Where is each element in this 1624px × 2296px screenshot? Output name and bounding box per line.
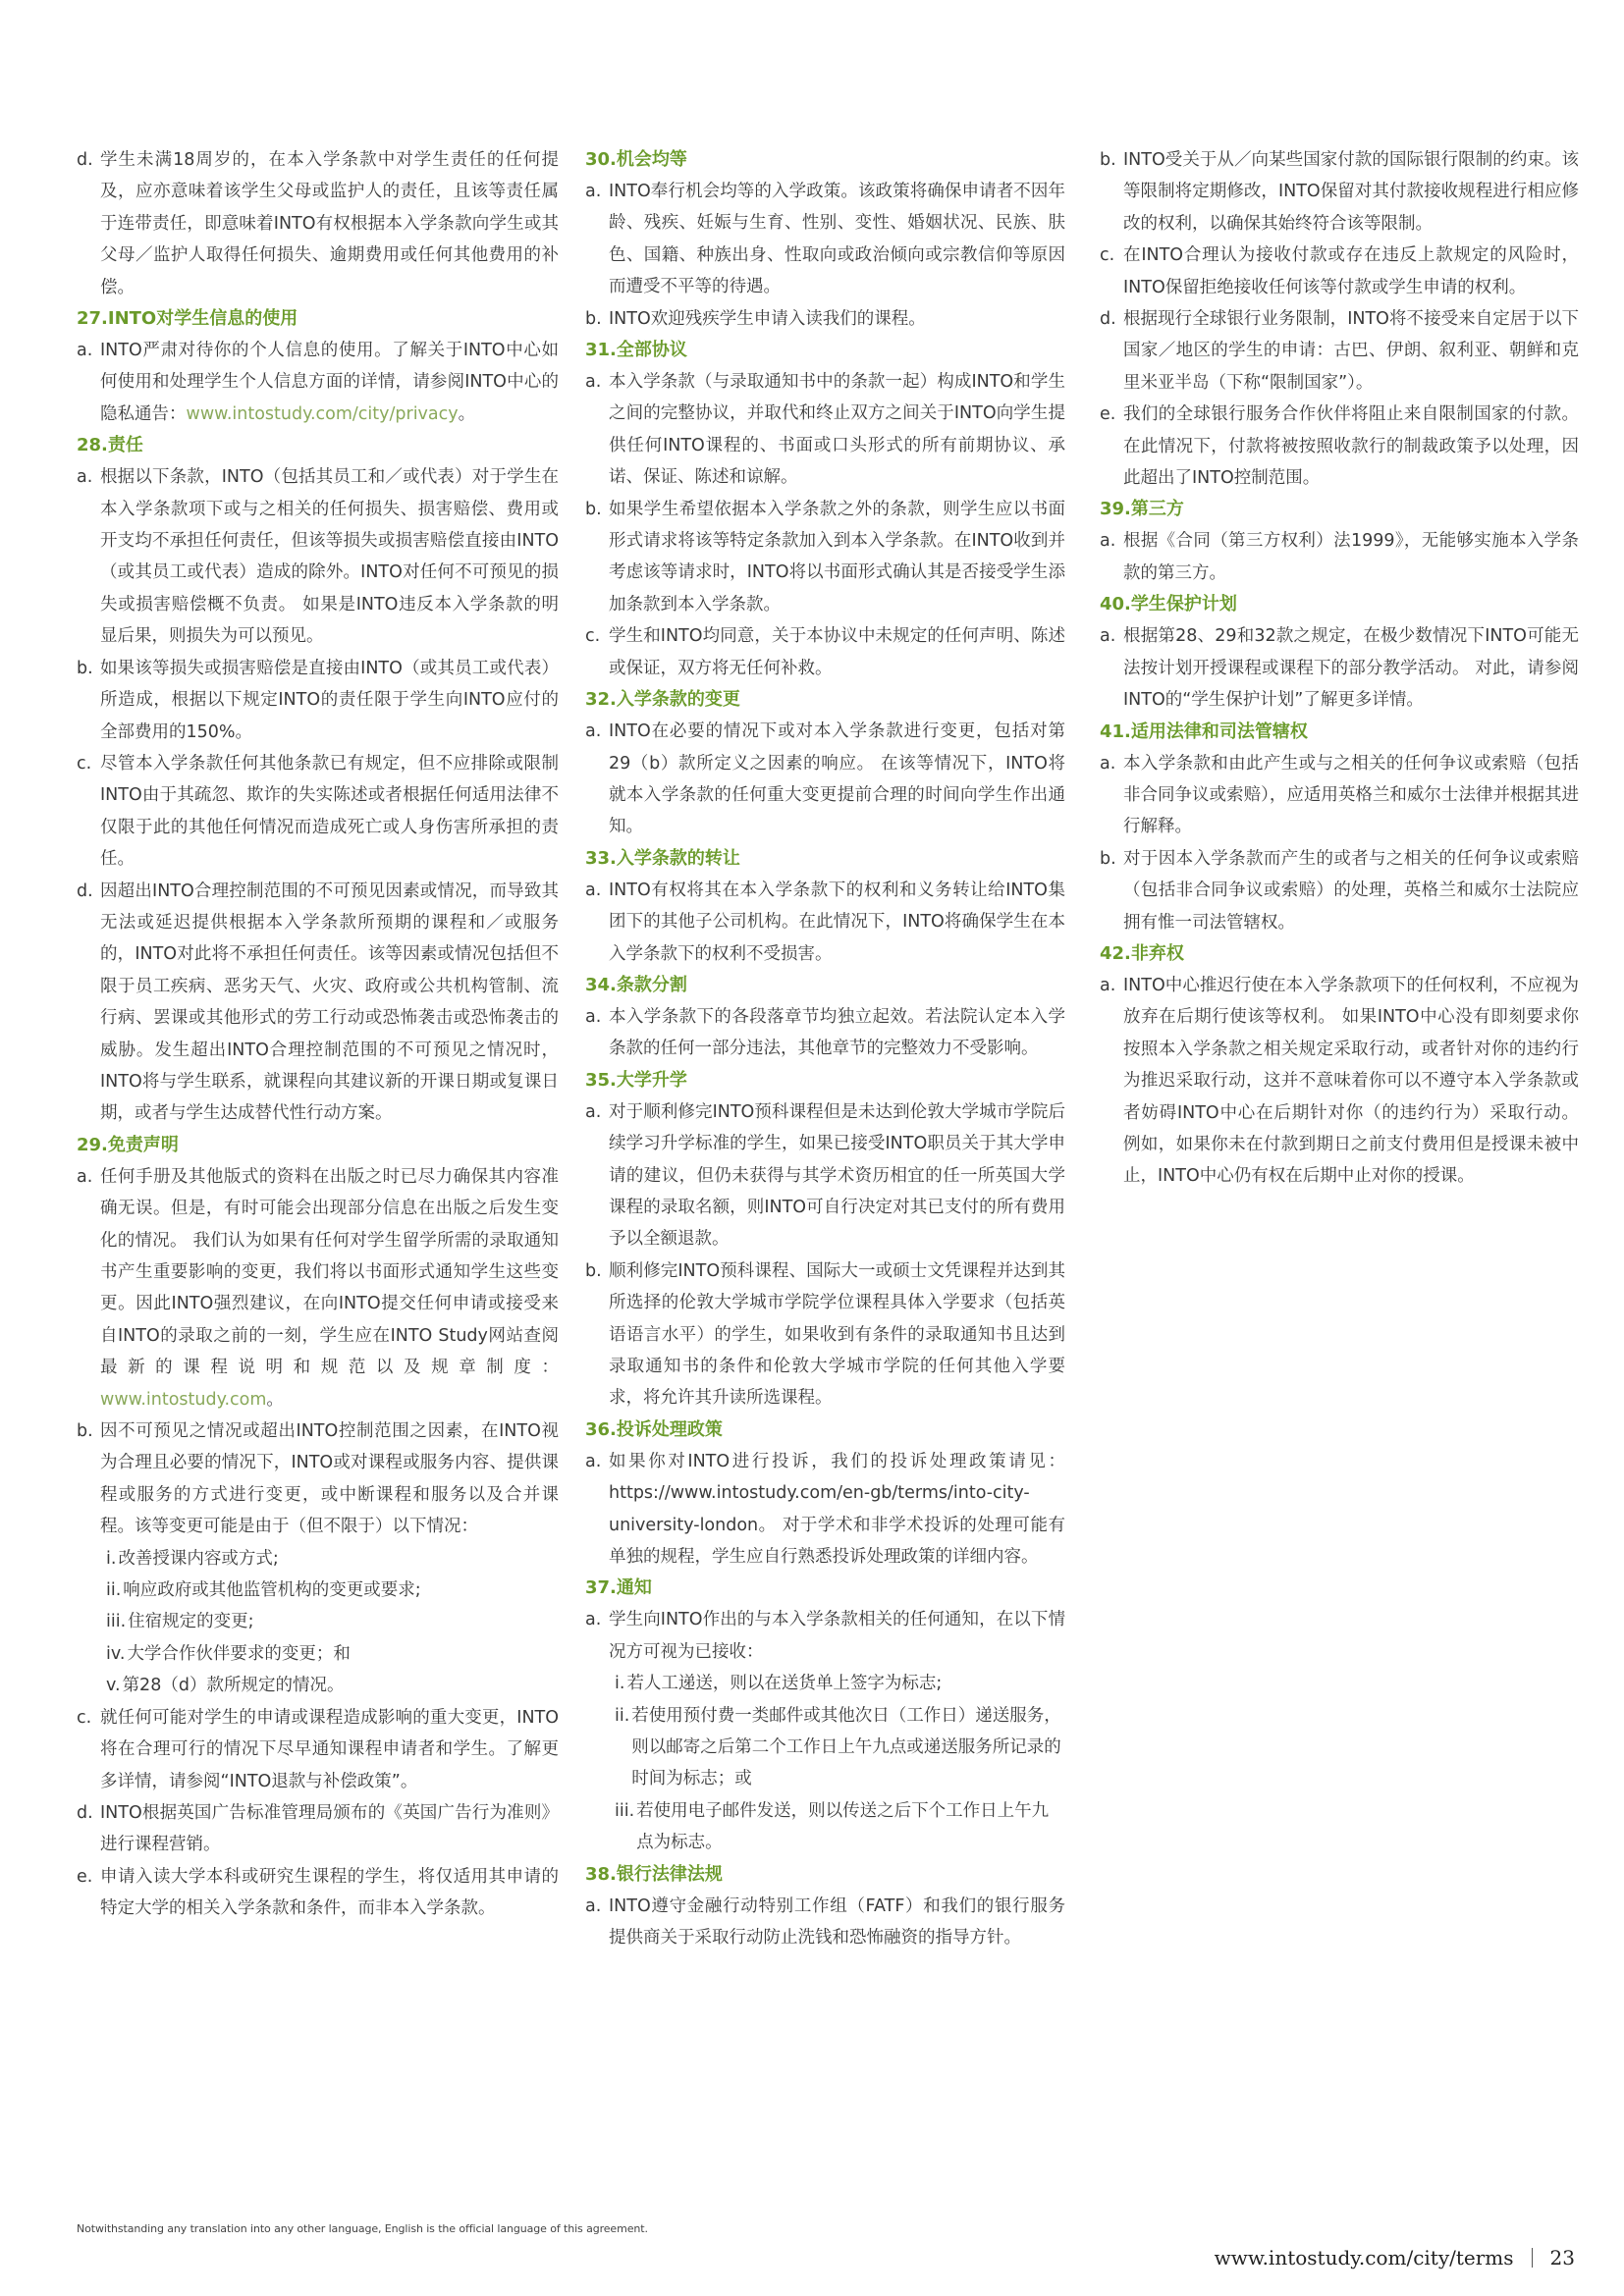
item-label: a. [585, 1610, 602, 1630]
item-text [100, 1161, 559, 1415]
clause-40a [1100, 620, 1579, 716]
sub-text: 若使用电子邮件发送，则以传送之后下个工作日上午九点为标志。 [636, 1800, 1050, 1853]
section-30-title: 30.机会均等 [585, 149, 687, 170]
sub-text: 若使用预付费一类邮件或其他次日（工作日）递送服务，则以邮寄之后第二个工作日上午九点或递送服务所记录的时间为标志；或 [631, 1705, 1061, 1789]
clause-36a [585, 1446, 1065, 1574]
sub-label: ii. [615, 1705, 630, 1726]
item-text: INTO在必要的情况下或对本入学条款进行变更，包括对第29（b）款所定义之因素的响应。 在该等情况下，INTO将就本入学条款的任何重大变更提前合理的时间向学生作出通知。 [609, 721, 1065, 837]
section-27-title: 27.INTO对学生信息的使用 [77, 308, 298, 330]
clause-38d [1100, 303, 1579, 399]
page-number: 23 [1549, 2246, 1575, 2269]
sub-label: ii. [106, 1580, 122, 1601]
item-label: a. [77, 1166, 93, 1187]
clause-39a [1100, 525, 1579, 589]
sub-label: iii. [615, 1800, 635, 1821]
section-28-title: 28.责任 [77, 435, 143, 456]
column-3 [1100, 144, 1579, 1193]
clause-27a [77, 335, 559, 430]
item-label: e. [1100, 404, 1116, 425]
item-text: 本入学条款（与录取通知书中的条款一起）构成INTO和学生之间的完整协议，并取代和终止双方之间关于INTO向学生提供任何INTO课程的、书面或口头形式的所有前期协议、承诺、保证、陈述和谅解。 [609, 372, 1065, 488]
clause-38e [1100, 399, 1579, 494]
privacy-link[interactable]: www.intostudy.com/city/privacy [186, 403, 459, 424]
item-label: a. [77, 467, 93, 488]
item-text: INTO中心推迟行使在本入学条款项下的任何权利，不应视为放弃在后期行使该等权利。 如果INTO中心没有即刻要求你按照本入学条款之相关规定采取行动，或者针对你的违约行为推迟采取行动，这并不意味着你可以不遵守本入学条款或者妨碍INTO中心在后期针对你（的违约行为）采取行动。 例如，如果你未在付款到期日之前支付费用但是授课未被中止，INTO中心仍有权在后期中止对你的授课。 [1123, 975, 1579, 1187]
item-text: 根据《合同（第三方权利）法1999》，无能够实施本入学条款的第三方。 [1123, 531, 1579, 583]
footer-divider [1532, 2248, 1533, 2268]
section-37-title: 37.通知 [585, 1577, 652, 1599]
column-2 [585, 144, 1065, 1954]
sub-text: 若人工递送，则以在送货单上签字为标志; [626, 1674, 943, 1694]
item-text: 顺利修完INTO预科课程、国际大一或硕士文凭课程并达到其所选择的伦敦大学城市学院学位课程具体入学要求（包括英语语言水平）的学生，如果收到有条件的录取通知书且达到录取通知书的条件和伦敦大学城市学院的任何其他入学要求，将允许其升读所选课程。 [609, 1260, 1065, 1409]
item-text: 申请入读大学本科或研究生课程的学生，将仅适用其申请的特定大学的相关入学条款和条件，而非本入学条款。 [100, 1866, 559, 1919]
sub-item [585, 1700, 1065, 1795]
clause-29e [77, 1861, 559, 1925]
sub-item [77, 1543, 559, 1575]
item-text-body: 任何手册及其他版式的资料在出版之时已尽力确保其内容准确无误。但是，有时可能会出现部分信息在出版之后发生变化的情况。 我们认为如果有任何对学生留学所需的录取通知书产生重要影响的变更，我们将以书面形式通知学生这些变更。因此INTO强烈建议，在向INTO提交任何申请或接受来自INTO的录取之前的一刻，学生应在INTO Study网站查阅最新的课程说明和规范以及规章制度： [100, 1166, 559, 1378]
footer-url-link[interactable]: www.intostudy.com/city/terms [1214, 2246, 1514, 2269]
item-label: d. [77, 150, 93, 170]
item-label: a. [585, 1006, 602, 1027]
item-text: 尽管本入学条款任何其他条款已有规定，但不应排除或限制INTO由于其疏忽、欺诈的失实陈述或者根据任何适用法律不仅限于此的其他任何情况而造成死亡或人身伤害所承担的责任。 [100, 753, 559, 870]
clause-35b [585, 1255, 1065, 1415]
item-text: 因超出INTO合理控制范围的不可预见因素或情况，而导致其无法或延迟提供根据本入学条款所预期的课程和／或服务的，INTO对此将不承担任何责任。该等因素或情况包括但不限于员工疾病、恶劣天气、火灾、政府或公共机构管制、流行病、罢课或其他形式的劳工行动或恐怖袭击或恐怖袭击的威胁。发生超出INTO合理控制范围的不可预见之情况时，INTO将与学生联系，就课程向其建议新的开课日期或复课日期，或者与学生达成替代性行动方案。 [100, 881, 559, 1124]
item-text: INTO受关于从／向某些国家付款的国际银行限制的约束。该等限制将定期修改，INTO保留对其付款接收规程进行相应修改的权利，以确保其始终符合该等限制。 [1123, 150, 1579, 234]
section-34-title: 34.条款分割 [585, 974, 687, 995]
sub-label: v. [106, 1676, 121, 1696]
intostudy-link[interactable]: www.intostudy.com [100, 1389, 267, 1410]
sub-text: 住宿规定的变更; [128, 1612, 254, 1632]
sub-label: i. [106, 1548, 117, 1569]
clause-37a [585, 1604, 1065, 1668]
sub-item [77, 1638, 559, 1670]
clause-41a [1100, 748, 1579, 843]
item-label: b. [77, 658, 93, 678]
item-label: b. [77, 1421, 93, 1442]
item-text: 根据第28、29和32款之规定，在极少数情况下INTO可能无法按计划开授课程或课程下的部分教学活动。 对此，请参阅INTO的“学生保护计划”了解更多详情。 [1123, 626, 1579, 711]
clause-29a [77, 1161, 559, 1415]
item-text: INTO根据英国广告标准管理局颁布的《英国广告行为准则》进行课程营销。 [100, 1802, 559, 1855]
item-label: a. [585, 1451, 602, 1471]
footer [1215, 2246, 1575, 2269]
item-label: e. [77, 1866, 93, 1887]
item-label: c. [77, 1707, 92, 1728]
clause-29d [77, 1797, 559, 1861]
clause-28b [77, 653, 559, 748]
sub-item [585, 1668, 1065, 1699]
item-label: b. [585, 499, 602, 519]
column-1 [77, 144, 559, 1925]
item-label: c. [77, 753, 92, 774]
item-label: c. [585, 626, 601, 647]
item-label: a. [1100, 753, 1116, 774]
item-text-end: 。 [458, 403, 476, 424]
item-label: a. [585, 1896, 602, 1916]
clause-30a [585, 176, 1065, 303]
clause-30b [585, 303, 1065, 335]
sub-text: 第28（d）款所规定的情况。 [122, 1676, 345, 1696]
item-text: 如果学生希望依据本入学条款之外的条款，则学生应以书面形式请求将该等特定条款加入到本入学条款。在INTO收到并考虑该等请求时，INTO将以书面形式确认其是否接受学生添加条款到本入学条款。 [609, 499, 1065, 614]
item-label: b. [1100, 848, 1116, 869]
clause-28a [77, 461, 559, 652]
item-text: 根据现行全球银行业务限制，INTO将不接受来自定居于以下国家／地区的学生的申请：古巴、伊朗、叙利亚、朝鲜和克里米亚半岛（下称“限制国家”）。 [1123, 309, 1579, 393]
item-label: a. [1100, 626, 1116, 647]
clause-31a [585, 366, 1065, 494]
sub-item [585, 1795, 1065, 1859]
item-label: a. [585, 372, 602, 393]
clause-34a [585, 1001, 1065, 1065]
item-text: INTO欢迎残疾学生申请入读我们的课程。 [609, 308, 926, 329]
section-31-title: 31.全部协议 [585, 340, 687, 361]
item-label: d. [77, 1802, 93, 1823]
clause-29c [77, 1702, 559, 1797]
item-label: a. [585, 880, 602, 900]
item-text: 因不可预见之情况或超出INTO控制范围之因素，在INTO视为合理且必要的情况下，INTO或对课程或服务内容、提供课程或服务的方式进行变更，或中断课程和服务以及合并课程。该等变更可能是由于（但不限于）以下情况： [100, 1421, 559, 1537]
item-text: 学生向INTO作出的与本入学条款相关的任何通知，在以下情况方可视为已接收： [609, 1610, 1065, 1662]
item-label: a. [585, 182, 602, 201]
item-label: a. [585, 1101, 602, 1122]
clause-28d [77, 876, 559, 1130]
clause-32a [585, 716, 1065, 843]
clause-26d [77, 144, 559, 303]
sub-label: i. [615, 1674, 625, 1694]
section-29-title: 29.免责声明 [77, 1134, 179, 1155]
clause-41b [1100, 843, 1579, 938]
clause-31b [585, 494, 1065, 621]
section-38-title: 38.银行法律法规 [585, 1863, 723, 1885]
section-35-title: 35.大学升学 [585, 1069, 687, 1091]
clause-29b [77, 1415, 559, 1543]
section-40-title: 40.学生保护计划 [1100, 594, 1237, 615]
item-text: 本入学条款下的各段落章节均独立起效。若法院认定本入学条款的任何一部分违法，其他章节的完整效力不受影响。 [609, 1006, 1065, 1059]
item-label: b. [585, 1260, 602, 1281]
clause-38a [585, 1891, 1065, 1954]
sub-item [77, 1670, 559, 1701]
clause-38b [1100, 144, 1579, 240]
item-label: b. [1100, 150, 1116, 170]
clause-28c [77, 748, 559, 876]
item-text: 学生和INTO均同意，关于本协议中未规定的任何声明、陈述或保证，双方将无任何补救。 [609, 626, 1065, 678]
sub-item [77, 1606, 559, 1637]
item-text-body: INTO严肃对待你的个人信息的使用。了解关于INTO中心如何使用和处理学生个人信息方面的详情，请参阅INTO中心的隐私通告： [100, 341, 559, 424]
clause-33a [585, 875, 1065, 970]
item-text: INTO遵守金融行动特别工作组（FATF）和我们的银行服务提供商关于采取行动防止洗钱和恐怖融资的指导方针。 [609, 1896, 1065, 1949]
item-text [100, 335, 559, 430]
section-32-title: 32.入学条款的变更 [585, 689, 740, 711]
sub-label: iii. [106, 1612, 127, 1632]
item-text: 我们的全球银行服务合作伙伴将阻止来自限制国家的付款。在此情况下，付款将被按照收款行的制裁政策予以处理，因此超出了INTO控制范围。 [1123, 404, 1579, 489]
item-label: b. [585, 308, 602, 329]
clause-38c [1100, 240, 1579, 303]
sub-label: iv. [106, 1643, 126, 1664]
item-text: 在INTO合理认为接收付款或存在违反上款规定的风险时，INTO保留拒绝接收任何该等付款或学生申请的权利。 [1123, 245, 1579, 297]
clause-42a [1100, 970, 1579, 1193]
section-41-title: 41.适用法律和司法管辖权 [1100, 721, 1308, 742]
item-label: d. [1100, 309, 1116, 330]
section-36-title: 36.投诉处理政策 [585, 1418, 723, 1440]
item-label: a. [1100, 975, 1116, 995]
item-text-end: 。 [266, 1389, 284, 1410]
item-text: INTO奉行机会均等的入学政策。该政策将确保申请者不因年龄、残疾、妊娠与生育、性别、变性、婚姻状况、民族、肤色、国籍、种族出身、性取向或政治倾向或宗教信仰等原因而遭受不平等的待遇。 [609, 182, 1065, 297]
item-text: 就任何可能对学生的申请或课程造成影响的重大变更，INTO将在合理可行的情况下尽早通知课程申请者和学生。了解更多详情，请参阅“INTO退款与补偿政策”。 [100, 1707, 559, 1791]
item-text: 如果你对INTO进行投诉，我们的投诉处理政策请见：https://www.intostudy.com/en-gb/terms/into-city-university-london。 对于学术和非学术投诉的处理可能有单独的规程，学生应自行熟悉投诉处理政策的详细内容。 [609, 1451, 1065, 1568]
item-label: a. [1100, 531, 1116, 552]
footer-language-note: Notwithstanding any translation into any other language, English is the official language of this agreement. [77, 2222, 648, 2235]
sub-text: 大学合作伙伴要求的变更；和 [127, 1643, 351, 1664]
item-text: 根据以下条款，INTO（包括其员工和／或代表）对于学生在本入学条款项下或与之相关的任何损失、损害赔偿、费用或开支均不承担任何责任，但该等损失或损害赔偿直接由INTO（或其员工或代表）造成的除外。INTO对任何不可预见的损失或损害赔偿概不负责。 如果是INTO违反本入学条款的明显后果，则损失为可以预见。 [100, 467, 559, 647]
section-42-title: 42.非弃权 [1100, 942, 1184, 964]
item-label: d. [77, 881, 93, 901]
item-text: 学生未满18周岁的，在本入学条款中对学生责任的任何提及，应亦意味着该学生父母或监护人的责任，且该等责任属于连带责任，即意味着INTO有权根据本入学条款向学生或其父母／监护人取得任何损失、逾期费用或任何其他费用的补偿。 [100, 150, 559, 297]
item-label: c. [1100, 245, 1115, 266]
item-text: 对于因本入学条款而产生的或者与之相关的任何争议或索赔（包括非合同争议或索赔）的处理，英格兰和威尔士法院应拥有惟一司法管辖权。 [1123, 848, 1579, 933]
item-label: a. [585, 721, 602, 742]
clause-31c [585, 620, 1065, 684]
item-text: 如果该等损失或损害赔偿是直接由INTO（或其员工或代表）所造成，根据以下规定INTO的责任限于学生向INTO应付的全部费用的150%。 [100, 658, 559, 742]
section-39-title: 39.第三方 [1100, 499, 1184, 520]
item-text: 本入学条款和由此产生或与之相关的任何争议或索赔（包括非合同争议或索赔），应适用英格兰和威尔士法律并根据其进行解释。 [1123, 753, 1579, 837]
section-33-title: 33.入学条款的转让 [585, 847, 740, 869]
sub-item [77, 1575, 559, 1606]
item-label: a. [77, 341, 93, 361]
clause-35a [585, 1096, 1065, 1255]
sub-text: 响应政府或其他监管机构的变更或要求; [123, 1580, 421, 1601]
sub-text: 改善授课内容或方式; [118, 1548, 279, 1569]
item-text: INTO有权将其在本入学条款下的权利和义务转让给INTO集团下的其他子公司机构。在此情况下，INTO将确保学生在本入学条款下的权利不受损害。 [609, 880, 1065, 964]
item-text: 对于顺利修完INTO预科课程但是未达到伦敦大学城市学院后续学习升学标准的学生，如果已接受INTO职员关于其大学申请的建议，但仍未获得与其学术资历相宜的任一所英国大学课程的录取名额，则INTO可自行决定对其已支付的所有费用予以全额退款。 [609, 1101, 1065, 1250]
